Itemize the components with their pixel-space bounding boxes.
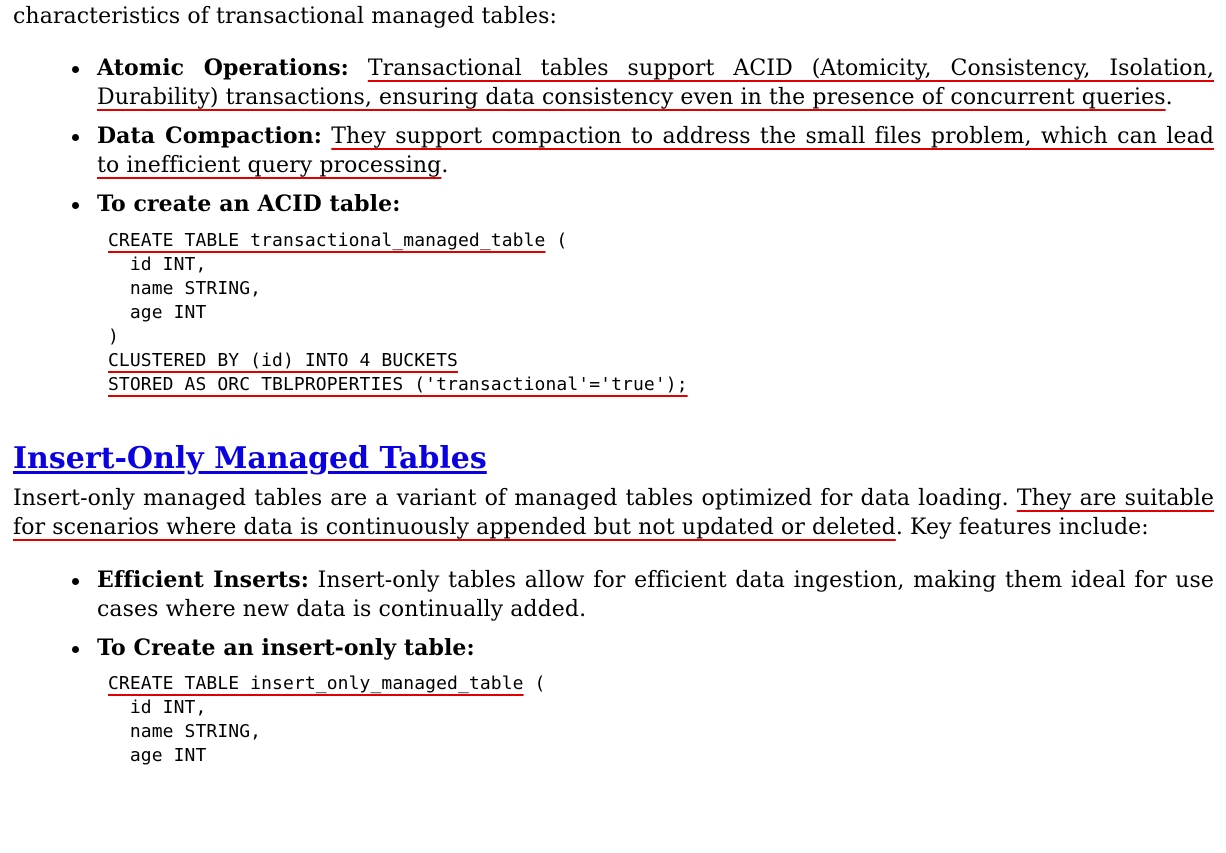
list-item	[97, 190, 1214, 397]
code-block: CREATE TABLE transactional_managed_table ( id INT, name STRING, age INT ) CLUSTERED BY (id) INTO 4 BUCKETS STORED AS ORC TBLPROPERTIES ('transactional'='true');	[108, 230, 688, 395]
code-block: CREATE TABLE insert_only_managed_table ( id INT, name STRING, age INT	[108, 673, 546, 766]
insert-only-paragraph: Insert-only managed tables are a variant of managed tables optimized for data loading. They are suitable for scenarios where data is continuously appended but not updated or deleted. Key features include:	[13, 486, 1214, 540]
document-page	[13, 0, 1214, 768]
list-item-title: Data Compaction:	[97, 123, 322, 149]
list-item: Atomic Operations: Transactional tables support ACID (Atomicity, Consistency, Isolation, Durability) transactions, ensuring data consistency even in the presence of concurrent queries.	[97, 54, 1214, 112]
transactional-features-list	[13, 54, 1214, 397]
intro-paragraph: characteristics of transactional managed tables:	[13, 4, 557, 29]
list-item-title: To Create an insert-only table:	[97, 635, 475, 661]
bullet-icon	[72, 202, 79, 209]
bullet-icon	[72, 134, 79, 141]
annotated-text: They support compaction to address the small files problem, which can lead to inefficient query processing	[97, 124, 1214, 178]
annotated-text: Transactional tables support ACID (Atomicity, Consistency, Isolation, Durability) transactions, ensuring data consistency even in the presence of concurrent queries	[97, 56, 1214, 110]
list-item	[97, 634, 1214, 768]
list-item	[97, 566, 1214, 624]
list-item-title: Atomic Operations:	[97, 55, 349, 81]
list-item: Data Compaction: They support compaction to address the small files problem, which can lead to inefficient query processing.	[97, 122, 1214, 180]
list-item-text: Insert-only tables allow for efficient data ingestion, making them ideal for use cases where new data is continually added.	[97, 568, 1214, 622]
annotated-text: They are suitable for scenarios where data is continuously appended but not updated or deleted	[13, 486, 1214, 540]
list-item-title: To create an ACID table:	[97, 191, 401, 217]
section-heading	[13, 441, 1214, 477]
bullet-icon	[72, 646, 79, 653]
section-heading-link[interactable]: Insert-Only Managed Tables	[13, 441, 487, 476]
insert-only-features-list	[13, 566, 1214, 768]
bullet-icon	[72, 578, 79, 585]
list-item-title: Efficient Inserts:	[97, 567, 309, 593]
bullet-icon	[72, 66, 79, 73]
